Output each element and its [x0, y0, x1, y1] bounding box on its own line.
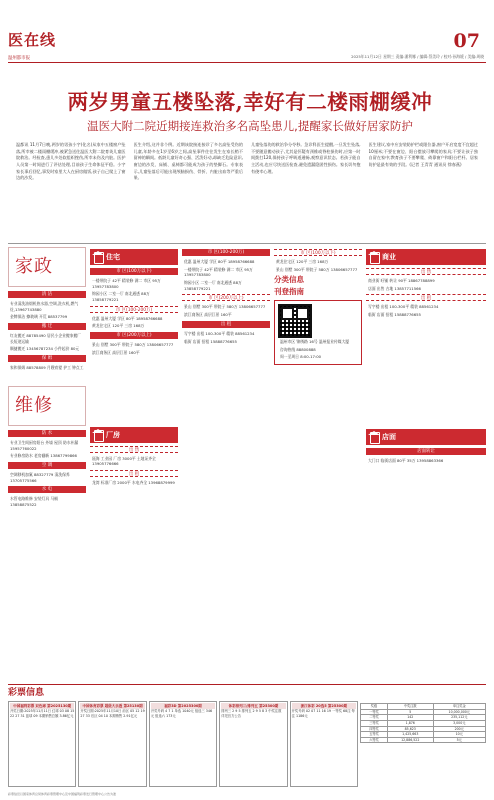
- sub-heading: 搬 迁: [8, 323, 86, 330]
- sub-heading: 市 区(100-200万): [182, 249, 270, 256]
- notice-title: 分类信息: [274, 275, 304, 285]
- ad-item: 写字楼 出租 100-300平 精装 88561234: [368, 304, 439, 310]
- ad-item: 专业修房防水 老房翻新 13867799866: [10, 453, 77, 459]
- ad-item: 专业卫生间厨房阳台 外墙 屋顶 防水补漏 15957760022: [10, 439, 79, 451]
- ad-item: 景山 别墅 300平 带院子 580万 13806657777: [276, 266, 358, 272]
- classified-col-1: [8, 247, 86, 679]
- category-jiazheng: 家政: [15, 256, 53, 277]
- ad-item: 顺捷搬迁 13456787234 小件起价 80元: [10, 346, 80, 352]
- lottery-cell: 浙江体彩 20选5 第25300期 开奖号码 02 07 11 16 19 一等奖 68注 每注 1186元: [290, 701, 358, 787]
- notice-line: 咨询热线 88800888: [280, 346, 316, 352]
- lottery-cell: 福彩3D 第2025300期 开奖号码 4 7 1 单选 1040元 组选三 346元 组选六 173元: [149, 701, 217, 787]
- category-zhuzhai: 住宅: [90, 249, 178, 265]
- sub-heading: 保 姆: [8, 355, 86, 362]
- section-divider: [8, 243, 486, 244]
- prize-row: 二等奖 142 235,112元: [361, 715, 486, 721]
- lottery-footnote: 彩票信息以国家体育总局体育彩票管理中心及中国福利彩票发行管理中心公告为准: [8, 792, 117, 796]
- ad-item: 锦园小区 二室一厅 南北通透 88万 13858779221: [92, 291, 150, 303]
- weixiu-box: [8, 386, 86, 426]
- ad-item: 临街 店面 招租 15888776655: [368, 312, 421, 318]
- sub-heading: 市 区(100万以下): [274, 249, 362, 256]
- notice-line: 温州市区 锦绣路 16号 温州报业传媒大厦: [280, 338, 350, 344]
- lottery-grid: [8, 701, 358, 787]
- sub-heading: 出 租: [90, 470, 178, 477]
- sub-heading: 市 区(100-200万): [90, 306, 178, 313]
- sub-heading: 出 售: [90, 446, 178, 453]
- sub-heading: 出 租: [182, 321, 270, 328]
- sub-heading: 出 租: [366, 294, 486, 301]
- ad-item: 黄龙住宅区 120平 三房 168万: [276, 259, 329, 264]
- prize-row: 三等奖 1,876 3,000元: [361, 720, 486, 726]
- category-weixiu: 维修: [15, 394, 53, 416]
- sub-heading: 市 区(200万以上): [182, 294, 270, 301]
- ad-item: 店面 出售 吉地 13857711566: [368, 285, 421, 291]
- sub-heading: 水 电: [8, 486, 86, 493]
- classified-col-3: [182, 247, 270, 679]
- prize-row: 一等奖 5 10,000,000元: [361, 709, 486, 715]
- sub-heading: 市 区(100万以下): [90, 268, 178, 275]
- subheadline: 温医大附二院近期接连救治多名高坠患儿,提醒家长做好居家防护: [87, 119, 413, 133]
- classified-col-5: [366, 247, 486, 679]
- prize-row: 六等奖 12,886,522 5元: [361, 737, 486, 743]
- ad-item: 一楼带院子 42平 精装修 满二 市区 95万 13957783800: [92, 278, 161, 289]
- category-dianmian: 店面: [366, 429, 486, 445]
- prize-row: 四等奖 85,623 200元: [361, 726, 486, 732]
- category-shangye: 商业: [366, 249, 486, 265]
- sub-heading: 市 区(200万以上): [90, 332, 178, 339]
- jiazheng-box: [8, 247, 86, 287]
- page-number: 07: [453, 30, 480, 52]
- sub-heading: 清 洁: [8, 291, 86, 298]
- lottery-title: 彩票信息: [8, 688, 45, 698]
- article-col-2: 医生介绍,这并非个例。近期该院接连接诊了多名高坠受伤的儿童,年龄多在1岁至6岁之间,高坠事件往往发生在家长稍不留神的瞬间。低龄儿童好奇心强、活泼好动,却缺乏危险意识,窗边的沙发、床铺、桌椅都可能成为孩子的垫脚石。专家表示,儿童坠落后可能出现颅脑损伤、骨折、内脏出血等严重后果。: [133, 142, 243, 181]
- article-col-1: 温都讯 11月7日晚,两岁的男孩小宇(化名)从家中五楼窗户坠落,所幸被二楼雨棚缓冲,被紧急送往温医大附二院育英儿童医院救治。经检查,患儿多处软组织挫伤,所幸未伤及内脏。医护人员第一时间进行了评估处理,目前孩子生命体征平稳。小宇家长事后回忆,事发时家里大人在厨房做饭,孩子自己爬上了窗边的沙发。: [16, 142, 126, 181]
- ad-item: 滨江商务区 高层江景 160平: [184, 312, 232, 318]
- ad-item: 景山 别墅 300平 带院子 580万 13806657777: [92, 342, 174, 348]
- ad-item: 专业清洗油烟机热水器,空调,洗衣机,燃气灶,13967743880: [10, 301, 79, 312]
- sub-heading: 防 水: [8, 430, 86, 437]
- notice-subtitle: 刊登指南: [274, 287, 304, 297]
- lottery-cell: 体彩排列三/排列五 第25300期 排列三 2 9 5 排列五 2 9 5 8 3 中奖注数 详见官方公告: [219, 701, 287, 787]
- ad-item: 景山 别墅 300平 带院子 580万 13806657777: [184, 304, 266, 310]
- ad-item: 优惠 温州大厦 学区 80平 18958766688: [92, 315, 163, 321]
- ad-item: 大门口 临街店面 80平 35万 13958863366: [368, 457, 444, 463]
- qr-code: [278, 304, 312, 338]
- category-changfang: 厂房: [90, 427, 178, 443]
- ad-item: 商业街 旺铺 转让 90平 18867788899: [368, 278, 435, 283]
- ad-item: 金牌保洁 擦玻璃 开荒 88537799: [10, 314, 68, 320]
- article-col-4: 医生建议,家中应安装防护栏或限位器,窗户开启宽度不宜超过10厘米;不要在窗边、阳台摆放可攀爬的家具;不要让孩子独自留在家中;教育孩子不要攀爬、倚靠窗户和阳台栏杆。居家防护是最有效的手段。(记者 王青青 通讯员 徐春燕): [368, 142, 478, 167]
- lottery-cell: 中国福利彩票 双色球 第2025130期 开奖日期:2025年11月11日 红球 03 08 15 22 27 31 蓝球 09 本期销售总额 3.86亿元: [8, 701, 76, 787]
- ad-item: 家和保姆 88578809 月嫂育婴 护工 钟点工: [10, 365, 84, 371]
- section-subtitle: 温州都市报: [8, 56, 30, 61]
- ad-item: 空调移机加氟 88327779 清洗保养 13705775566: [10, 471, 70, 483]
- section-title: 医在线: [8, 31, 57, 49]
- ad-item: 优惠 温州大厦 学区 80平 18958766688: [184, 259, 255, 264]
- ad-item: 水管电路维修 安装灯具 马桶 13858875522: [10, 496, 58, 507]
- ad-item: 一楼带院子 42平 精装修 满二 市区 95万 13957783800: [184, 266, 253, 278]
- ad-item: 红友搬迁 88785490 居民小企业搬家搬厂 长短途运输: [10, 333, 82, 344]
- issue-info: 2025年11月12日 星期三 责编:潘利娜 / 编辑:蔡美玲 / 校对:孙海媛 / 美编:周晓: [351, 54, 484, 59]
- notice-line: 周一至周日 8:00-17:00: [280, 354, 322, 360]
- sub-heading: 空 调: [8, 462, 86, 469]
- classified-col-2: [90, 247, 178, 679]
- classified-col-4: [274, 247, 362, 679]
- ad-item: 瓯海 工业园 厂房 3000平 土地证齐全 13905776666: [92, 455, 156, 467]
- headline: 两岁男童五楼坠落,幸好有二楼雨棚缓冲: [67, 90, 433, 114]
- lottery-cell: 中国体育彩票 超级大乐透 第25130期 开奖日期:2025年11月10日 前区 05 12 19 27 33 后区 04 10 本期销售 2.91亿元: [78, 701, 146, 787]
- article-col-3: 儿童坠落伤的救治争分夺秒。急诊科医生提醒,一旦发生坠落,不要随意搬动孩子,尤其是怀疑有颈椎或脊柱损伤时,应第一时间拨打120,保持孩子呼吸道通畅,观察意识状态。若孩子能自主活动,也应尽快送医检查,避免遗漏隐匿性损伤。家长切勿抱有侥幸心理。: [251, 142, 361, 174]
- prize-table: [360, 703, 486, 791]
- ad-item: 锦园小区 二室一厅 南北通透 88万 13858779221: [184, 280, 242, 291]
- ad-item: 滨江商务区 高层江景 160平: [92, 349, 140, 355]
- ad-item: 黄龙住宅区 120平 三房 168万: [92, 323, 145, 329]
- ad-item: 龙湾 标准厂房 2000平 水电齐全 13968879999: [92, 479, 175, 485]
- sub-heading: 店面转让: [366, 448, 486, 455]
- sub-heading: 出 售: [366, 268, 486, 275]
- prize-header-row: 奖级 中奖注数 单注奖金: [361, 704, 486, 710]
- prize-row: 五等奖 1,425,663 10元: [361, 732, 486, 738]
- header-rule: [8, 62, 486, 63]
- ad-item: 写字楼 出租 100-300平 精装 88561234: [184, 330, 255, 336]
- ad-item: 临街 店面 招租 15888776655: [184, 338, 237, 344]
- notice-box: [274, 300, 362, 365]
- article-body: [16, 142, 478, 240]
